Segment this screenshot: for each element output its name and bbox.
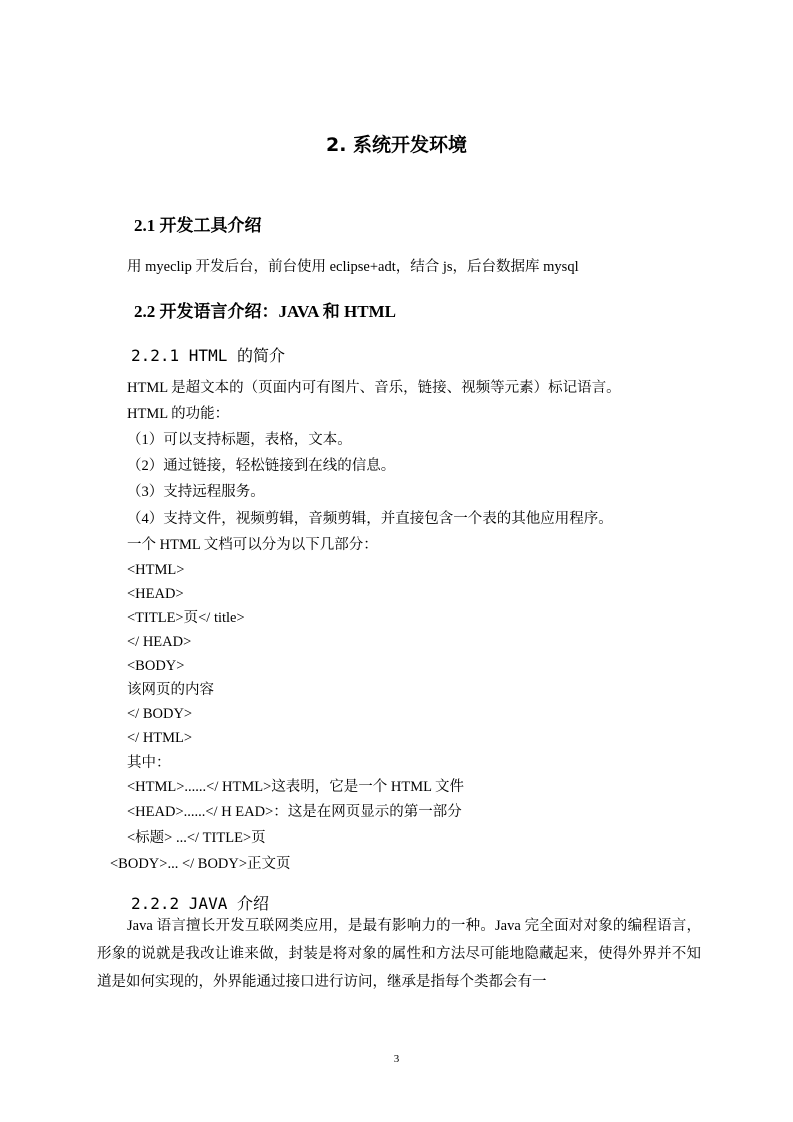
html-code-line: 该网页的内容	[127, 682, 214, 698]
html-structure-intro: 一个 HTML 文档可以分为以下几部分：	[127, 537, 378, 553]
section-2-2-2-heading: 2.2.2 JAVA 介绍	[131, 894, 269, 913]
html-intro-line: HTML 是超文本的（页面内可有图片、音乐，链接、视频等元素）标记语言。	[127, 380, 621, 396]
html-function-item: （1）可以支持标题，表格，文本。	[127, 432, 352, 448]
html-code-line: </ BODY>	[127, 706, 193, 722]
java-intro-paragraph	[97, 912, 701, 996]
html-explanation-line: <BODY>... </ BODY>正文页	[110, 856, 291, 872]
page-number: 3	[393, 1053, 400, 1065]
html-explanation-label: 其中：	[127, 755, 171, 771]
html-code-line: </ HEAD>	[127, 634, 192, 650]
section-2-2-heading: 2.2 开发语言介绍：JAVA 和 HTML	[134, 302, 396, 321]
html-code-line: <BODY>	[127, 658, 185, 674]
html-function-item: （4）支持文件，视频剪辑，音频剪辑，并直接包含一个表的其他应用程序。	[127, 511, 613, 527]
java-intro-text: Java 语言擅长开发互联网类应用，是最有影响力的一种。Java 完全面对对象的编程语言，形象的说就是我改让谁来做，封装是将对象的属性和方法尽可能地隐藏起来，使得外界并不知道是如何实现的，外界能通过接口进行访问，继承是指每个类都会有一	[97, 918, 701, 990]
chapter-title: 2. 系统开发环境	[325, 134, 468, 156]
section-2-1-heading: 2.1 开发工具介绍	[134, 216, 262, 235]
html-function-item: （3）支持远程服务。	[127, 484, 265, 500]
html-function-item: （2）通过链接，轻松链接到在线的信息。	[127, 458, 396, 474]
html-functions-label: HTML 的功能：	[127, 406, 230, 422]
html-code-line: </ HTML>	[127, 730, 193, 746]
html-explanation-line: <标题> ...</ TITLE>页	[127, 830, 266, 846]
html-explanation-line: <HTML>......</ HTML>这表明，它是一个 HTML 文件	[127, 779, 465, 795]
section-2-2-1-heading: 2.2.1 HTML 的简介	[131, 346, 285, 365]
html-code-line: <TITLE>页</ title>	[127, 610, 245, 626]
html-code-line: <HTML>	[127, 562, 185, 578]
section-2-1-text: 用 myeclip 开发后台，前台使用 eclipse+adt，结合 js，后台数据库 mysql	[127, 259, 579, 275]
html-explanation-line: <HEAD>......</ H EAD>：这是在网页显示的第一部分	[127, 804, 462, 820]
html-code-line: <HEAD>	[127, 586, 184, 602]
